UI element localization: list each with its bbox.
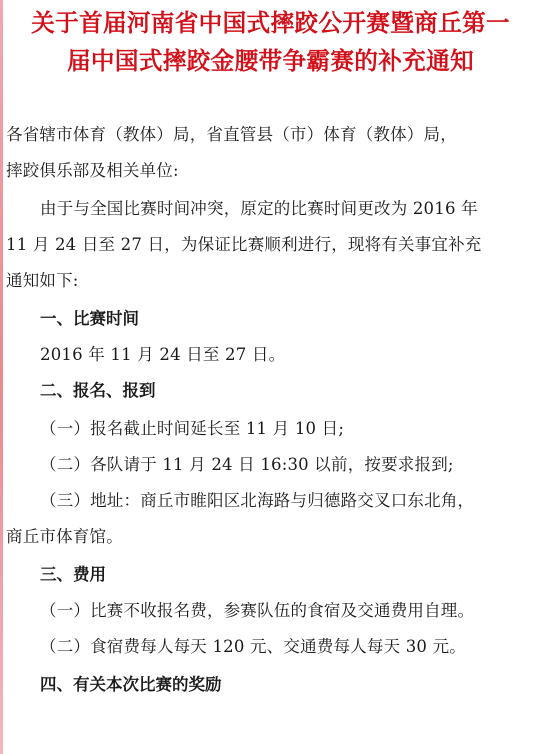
salutation-line-1: 各省辖市体育（教体）局，省直管县（市）体育（教体）局， [6,125,457,144]
left-edge-seal-mark [0,0,3,754]
intro-paragraph-line-1: 由于与全国比赛时间冲突，原定的比赛时间更改为 2016 年 [40,199,478,218]
notice-title-line-1: 关于首届河南省中国式摔跤公开赛暨商丘第一 [31,9,510,37]
intro-paragraph-line-2: 11 月 24 日至 27 日，为保证比赛顺利进行，现将有关事宜补充 [6,235,482,254]
schedule-dates: 2016 年 11 月 24 日至 27 日。 [40,345,286,364]
section-heading-registration: 二、报名、报到 [40,381,156,400]
salutation-line-2: 摔跤俱乐部及相关单位: [6,161,179,180]
notice-title-line-2: 届中国式摔跤金腰带争霸赛的补充通知 [66,47,474,75]
registration-address: （三）地址：商丘市睢阳区北海路与归德路交叉口东北角， [40,491,475,510]
intro-paragraph-line-3: 通知如下: [6,271,79,290]
fees-item-2: （二）食宿费每人每天 120 元、交通费每人每天 30 元。 [40,637,466,656]
section-heading-fees: 三、费用 [40,565,106,584]
registration-venue: 商丘市体育馆。 [6,527,123,546]
registration-checkin: （二）各队请于 11 月 24 日 16:30 以前，按要求报到; [40,455,454,474]
section-heading-awards: 四、有关本次比赛的奖励 [40,675,222,694]
fees-item-1: （一）比赛不收报名费，参赛队伍的食宿及交通费用自理。 [40,601,475,620]
section-heading-schedule: 一、比赛时间 [40,309,139,328]
registration-deadline: （一）报名截止时间延长至 11 月 10 日; [40,419,345,438]
